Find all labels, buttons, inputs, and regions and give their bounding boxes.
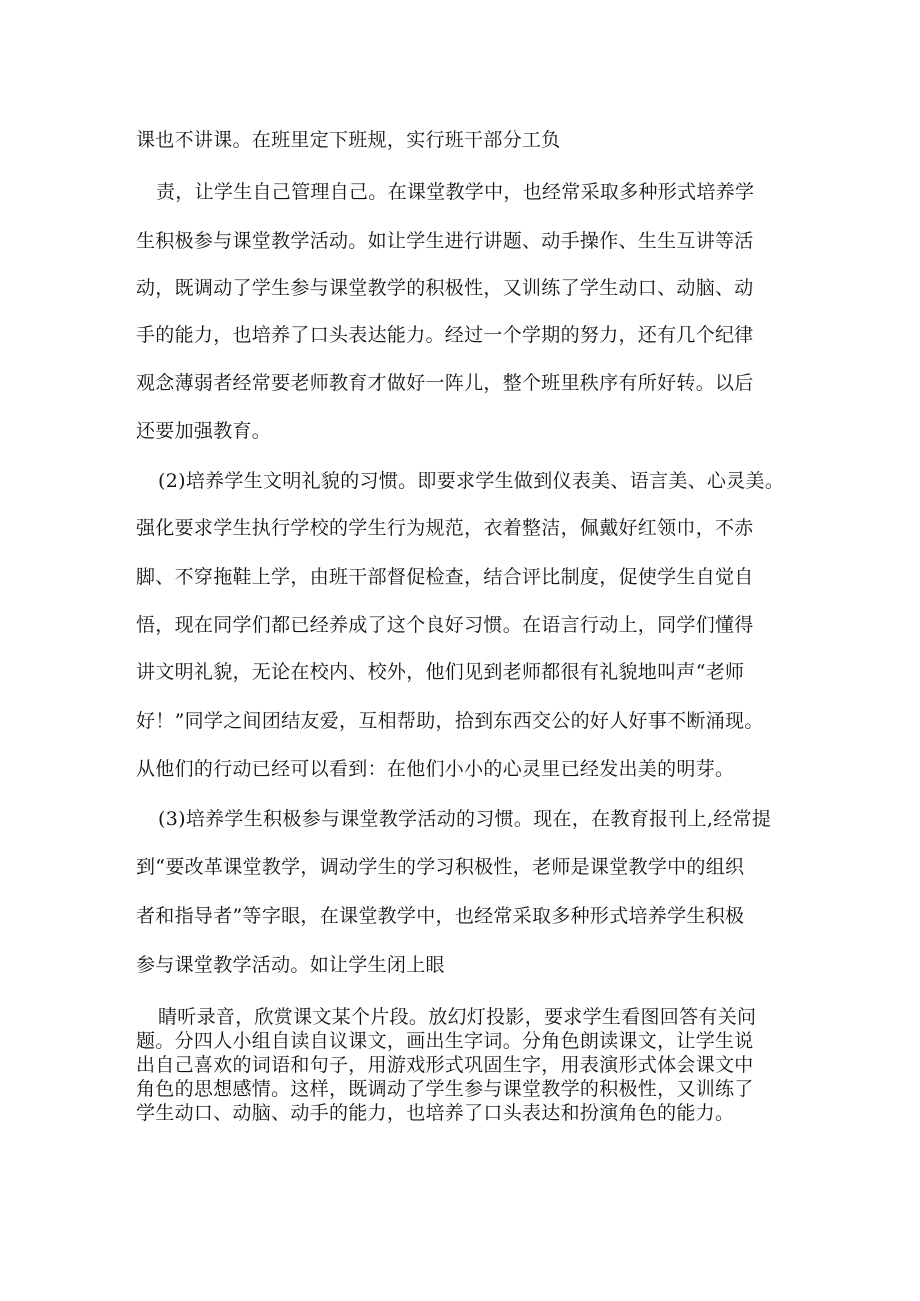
text-line: 好！”同学之间团结友爱，互相帮助，拾到东西交公的好人好事不断涌现。 bbox=[136, 710, 764, 732]
text-line: 还要加强教育。 bbox=[136, 420, 272, 442]
paragraph-2-start: (2)培养学生文明礼貌的习惯。即要求学生做到仪表美、语言美、心灵美。 bbox=[158, 470, 785, 492]
paragraph-3-start: (3)培养学生积极参与课堂教学活动的习惯。现在，在教育报刊上,经常提 bbox=[158, 808, 772, 830]
text-line: 动，既调动了学生参与课堂教学的积极性，又训练了学生动口、动脑、动 bbox=[136, 277, 754, 299]
text-line: 强化要求学生执行学校的学生行为规范，衣着整洁，佩戴好红领巾，不赤 bbox=[136, 517, 754, 539]
text-line: 题。分四人小组自读自议课文，画出生字词。分角色朗读课文，让学生说 bbox=[136, 1030, 754, 1052]
text-line: 到“要改革课堂教学，调动学生的学习积极性，老师是课堂教学中的组织 bbox=[136, 856, 745, 878]
text-line: 手的能力，也培养了口头表达能力。经过一个学期的努力，还有几个纪律 bbox=[136, 324, 754, 346]
text-line: 生积极参与课堂教学活动。如让学生进行讲题、动手操作、生生互讲等活 bbox=[136, 230, 754, 252]
text-line: 睛听录音，欣赏课文某个片段。放幻灯投影，要求学生看图回答有关问 bbox=[158, 1006, 757, 1028]
text-line: 观念薄弱者经常要老师教育才做好一阵儿，整个班里秩序有所好转。以后 bbox=[136, 372, 754, 394]
paragraph-continued bbox=[136, 1005, 796, 1125]
text-line: 出自己喜欢的词语和句子，用游戏形式巩固生字，用表演形式体会课文中 bbox=[136, 1054, 754, 1076]
text-line: 角色的思想感情。这样，既调动了学生参与课堂教学的积极性，又训练了 bbox=[136, 1078, 754, 1100]
text-line: 课也不讲课。在班里定下班规，实行班干部分工负 bbox=[136, 129, 561, 151]
text-line: 学生动口、动脑、动手的能力，也培养了口头表达和扮演角色的能力。 bbox=[136, 1102, 735, 1124]
text-line: 脚、不穿拖鞋上学，由班干部督促检查，结合评比制度，促使学生自觉自 bbox=[136, 566, 754, 588]
text-line: 参与课堂教学活动。如让学生闭上眼 bbox=[136, 954, 445, 976]
text-line: 悟，现在同学们都已经养成了这个良好习惯。在语言行动上，同学们懂得 bbox=[136, 614, 754, 636]
text-line: 从他们的行动已经可以看到：在他们小小的心灵里已经发出美的明芽。 bbox=[136, 758, 735, 780]
text-line: 讲文明礼貌，无论在校内、校外，他们见到老师都很有礼貌地叫声“老师 bbox=[136, 661, 745, 683]
text-line: 者和指导者”等字眼，在课堂教学中，也经常采取多种形式培养学生积极 bbox=[136, 905, 745, 927]
text-line: 责，让学生自己管理自己。在课堂教学中，也经常采取多种形式培养学 bbox=[156, 181, 755, 203]
